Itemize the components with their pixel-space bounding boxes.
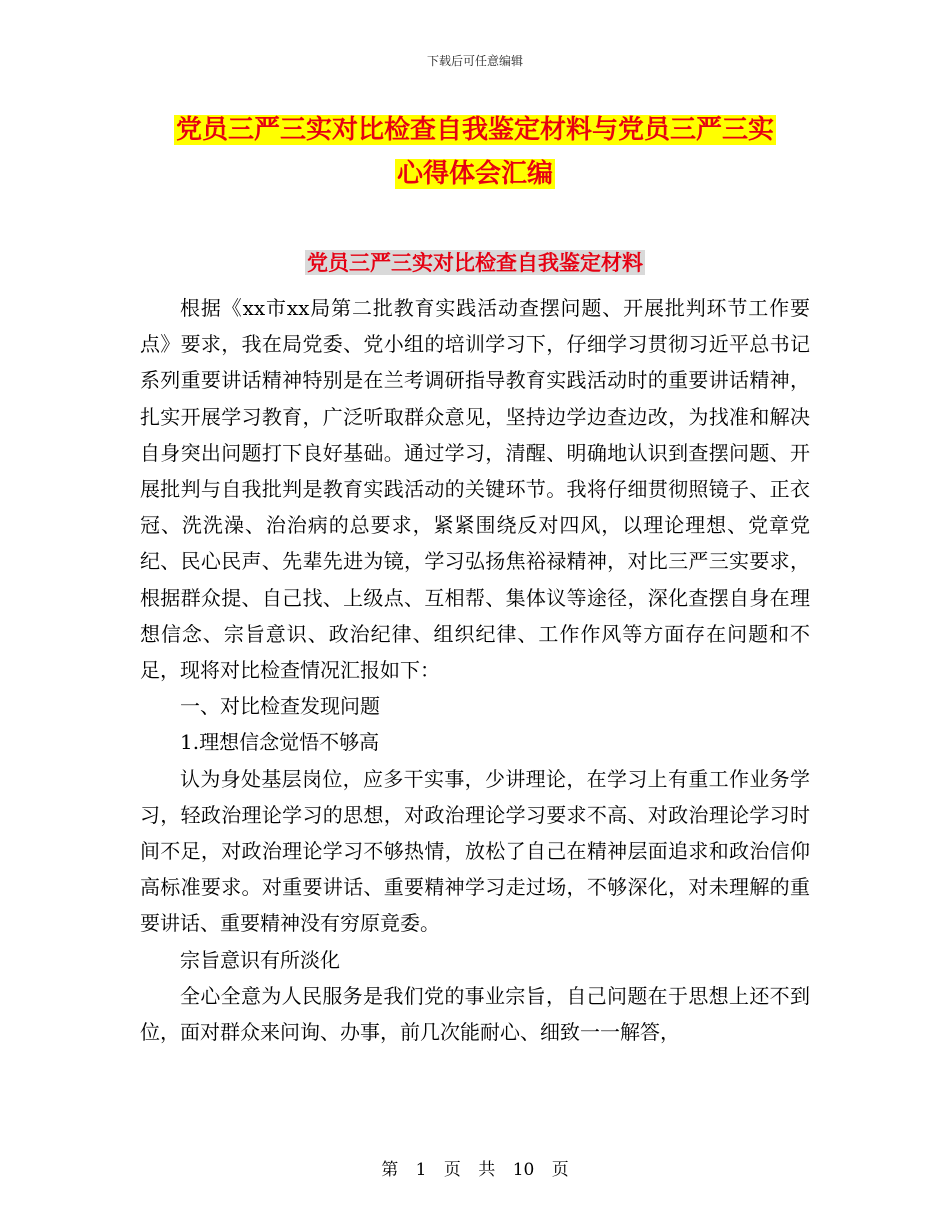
section-title (140, 246, 810, 280)
page-footer (0, 1155, 950, 1180)
paragraph-intro: 根据《xx市xx局第二批教育实践活动查摆问题、开展批判环节工作要点》要求，我在局党委、党小组的培训学习下，仔细学习贯彻习近平总书记系列重要讲话精神特别是在兰考调研指导教育实践活动时的重要讲话精神，扎实开展学习教育，广泛听取群众意见，坚持边学边查边改，为找准和解决自身突出问题打下良好基础。通过学习，清醒、明确地认识到查摆问题、开展批判与自我批判是教育实践活动的关键环节。我将仔细贯彻照镜子、正衣冠、洗洗澡、治治病的总要求，紧紧围绕反对四风，以理论理想、党章党纪、民心民声、先辈先进为镜，学习弘扬焦裕禄精神，对比三严三实要求，根据群众提、自己找、上级点、互相帮、集体议等途径，深化查摆自身在理想信念、宗旨意识、政治纪律、组织纪律、工作作风等方面存在问题和不足，现将对比检查情况汇报如下： (140, 296, 810, 683)
heading-section-1: 一、对比检查发现问题 (180, 694, 380, 719)
footer-prefix: 第 (381, 1160, 399, 1180)
main-title-line-2 (140, 152, 810, 196)
main-title (140, 108, 810, 196)
footer-total-word: 共 (478, 1160, 496, 1180)
heading-item-1: 1.理想信念觉悟不够高 (180, 730, 380, 755)
footer-total-pages: 10 (512, 1160, 535, 1180)
main-title-line-1 (140, 108, 810, 152)
footer-page-word: 页 (443, 1160, 461, 1180)
paragraph-item-1: 认为身处基层岗位，应多干实事，少讲理论，在学习上有重工作业务学习，轻政治理论学习的思想，对政治理论学习要求不高、对政治理论学习时间不足，对政治理论学习不够热情，放松了自己在精神层面追求和政治信仰高标准要求。对重要讲话、重要精神学习走过场，不够深化，对未理解的重要讲话、重要精神没有穷原竟委。 (140, 766, 810, 936)
header-note: 下载后可任意编辑 (426, 54, 523, 68)
main-title-line-1-text: 党员三严三实对比检查自我鉴定材料与党员三严三实 (175, 115, 774, 145)
paragraph-item-2: 全心全意为人民服务是我们党的事业宗旨，自己问题在于思想上还不到位，面对群众来问询、办事，前几次能耐心、细致一一解答， (140, 983, 810, 1045)
heading-item-2: 宗旨意识有所淡化 (180, 947, 340, 972)
section-title-text: 党员三严三实对比检查自我鉴定材料 (307, 250, 643, 275)
body-text (140, 290, 810, 1050)
footer-suffix: 页 (551, 1160, 569, 1180)
footer-current-page: 1 (415, 1160, 427, 1180)
main-title-line-2-text: 心得体会汇编 (396, 159, 553, 189)
